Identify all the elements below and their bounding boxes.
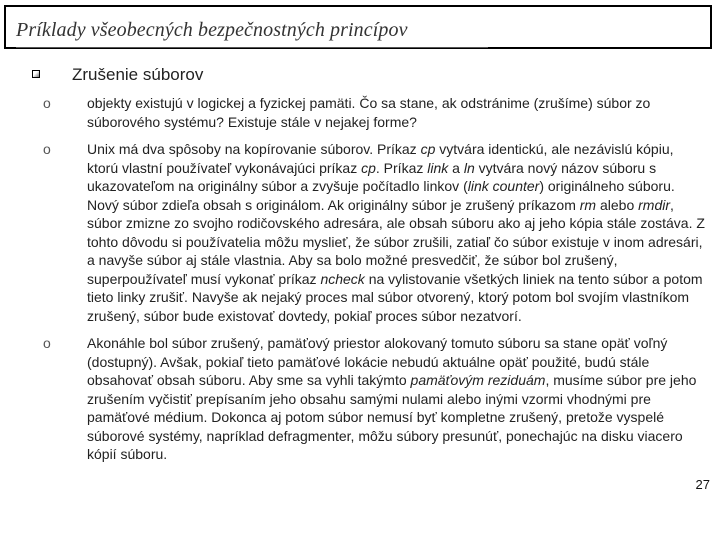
square-bullet-icon xyxy=(32,70,40,78)
slide-title: Príklady všeobecných bezpečnostných princípov xyxy=(16,19,408,41)
list-item-text: Akonáhle bol súbor zrušený, pamäťový priestor alokovaný tomuto súboru sa stane opäť voľný (dostupný). Avšak, pokiaľ tieto pamäťové lokácie nebudú aktuálne opäť použité, budú stále obsahovať obsah súboru. Aby sme sa vyhli takýmto pamäťovým reziduám, musíme súbor pre jeho zrušením vyčistiť prepísaním jeho obsahu samými nulami alebo inými vzormi vhodnými pre pamäťové médium. Dokonca aj potom súbor nemusí byť kompletne zrušený, pretože vyspelé súborové systémy, napríklad defragmenter, môžu súbory presunúť, ponechajúc na disku viacero kópií súboru. xyxy=(87,335,697,462)
list-item-text: Unix má dva spôsoby na kopírovanie súborov. Príkaz cp vytvára identickú, ale nezávislú kópiu, ktorú vlastní používateľ vykonávajúci príkaz cp. Príkaz link a ln vytvára nový názov súboru s ukazovateľom na originálny súbor a zvyšuje počítadlo linkov (link counter) originálneho súboru. Nový súbor zdieľa obsah s originálom. Ak originálny súbor je zrušený príkazom rm alebo rmdir, súbor zmizne zo svojho rodičovského adresára, ale obsah súboru ako aj jeho kópia stále zostáva. Z tohto dôvodu si používatelia môžu myslieť, že súbor zrušili, zatiaľ čo súbor existuje v inom adresári, a navyše súbor aj stále vlastnia. Aby sa bolo možné presvedčiť, že súbor bol zrušený, superpoužívateľ musí vykonať príkaz ncheck na vylistovanie všetkých liniek na tento súbor a potom tieto linky zrušiť. Navyše ak nejaký proces mal súbor otvorený, ktorý potom bol svojím vlastníkom zrušený, súbor bude existovať dovtedy, pokiaľ proces súbor nezatvorí. xyxy=(87,141,705,324)
circle-bullet-icon: o xyxy=(43,141,51,157)
page-number: 27 xyxy=(695,477,710,492)
title-underline xyxy=(16,47,488,48)
list-item-text: objekty existujú v logickej a fyzickej pamäti. Čo sa stane, ak odstránime (zrušíme) súbor zo súborového systému? Existuje stále v nejakej forme? xyxy=(87,95,651,130)
list-item xyxy=(0,140,720,325)
title-frame xyxy=(4,5,712,49)
circle-bullet-icon: o xyxy=(43,95,51,111)
list-item xyxy=(0,94,720,131)
bullet-list xyxy=(0,94,720,473)
section-heading: Zrušenie súborov xyxy=(72,65,204,84)
circle-bullet-icon: o xyxy=(43,335,51,351)
list-item xyxy=(0,334,720,464)
